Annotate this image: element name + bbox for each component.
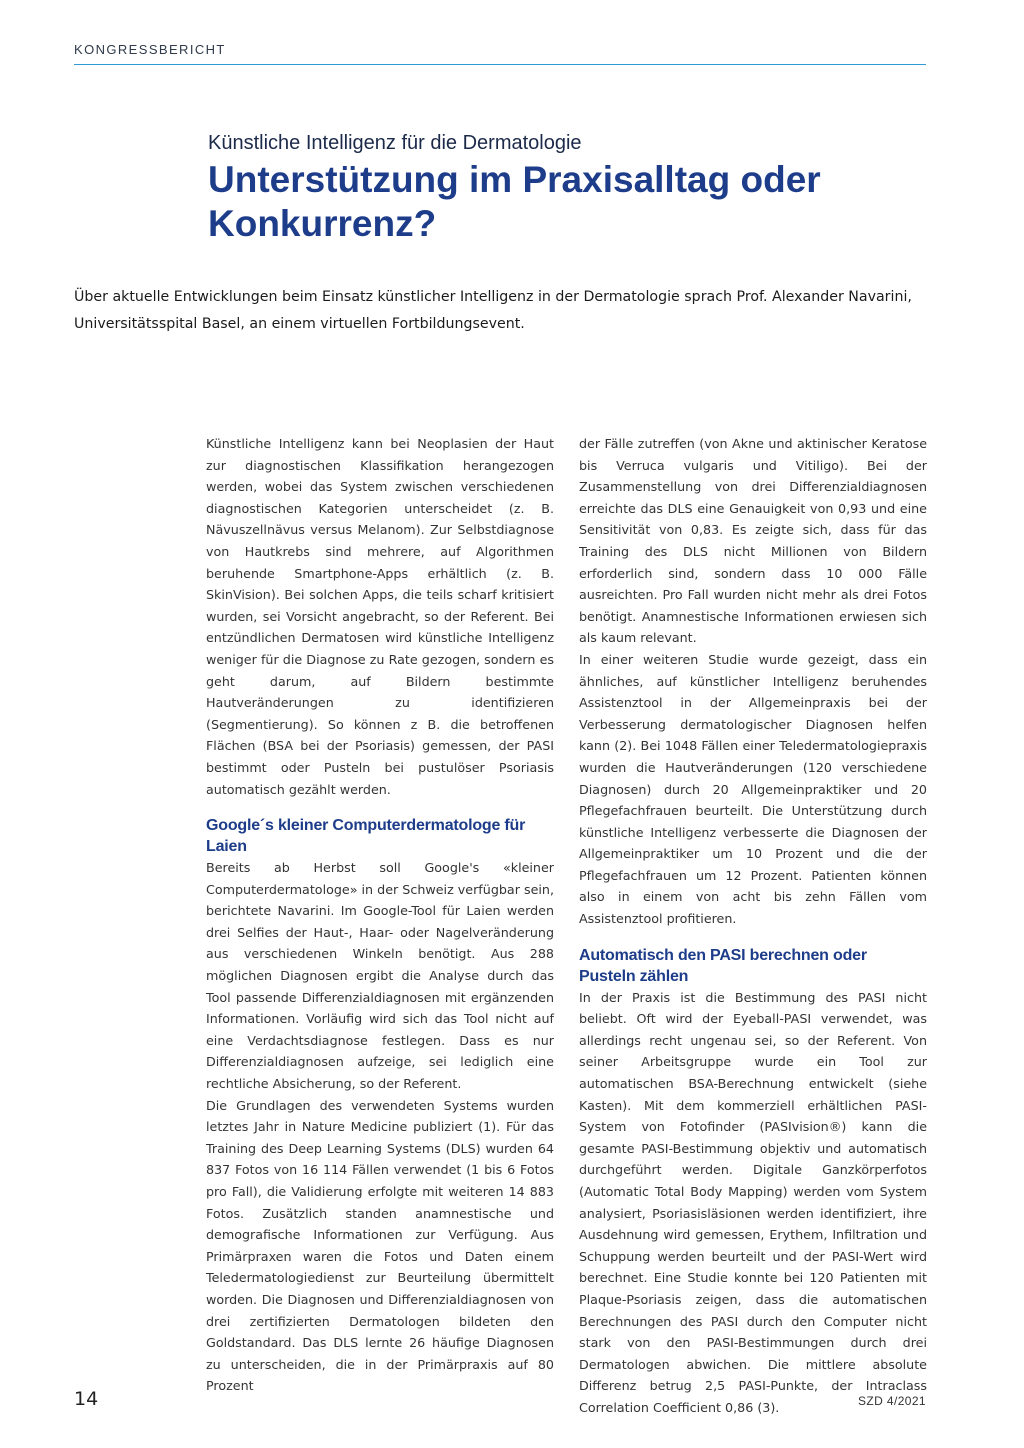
body-paragraph: Bereits ab Herbst soll Google's «kleiner Computerdermatologe» in der Schweiz verfügbar sein, berichtete Navarini. Im Google-Tool für Laien werden drei Selfies der Haut-, Haar- oder Nagelveränderung aus verschiedenen Winkeln benötigt. Aus 288 möglichen Diagnosen ergibt die Analyse durch das Tool passende Differenzialdiagnosen mit ergänzenden Informationen. Vorläufig wird sich das Tool nicht auf eine Verdachtsdiagnose festlegen. Dass es nur Differenzialdiagnosen aufzeige, sei lediglich eine rechtliche Absicherung, so der Referent. xyxy=(206,860,554,1092)
body-paragraph: Die Grundlagen des verwendeten Systems wurden letztes Jahr in Nature Medicine publiziert (1). Für das Training des Deep Learning Systems (DLS) wurden 64 837 Fotos von 16 114 Fällen verwendet (1 bis 6 Fotos pro Fall), die Validierung erfolgte mit weiteren 14 883 Fotos. Zusätzlich standen anamnestische und demografische Informationen zur Verfügung. Aus Primärpraxen waren die Fotos und Daten einem Teledermatologiedienst zur Beurteilung übermittelt worden. Die Diagnosen und Differenzialdiagnosen von drei zertifizierten Dermatologen bildeten den Goldstandard. Das DLS lernte 26 häufige Diagnosen zu unterscheiden, die in der Primärpraxis auf 80 Prozent xyxy=(206,1097,554,1394)
subheading: Automatisch den PASI berechnen oder Pusteln zählen xyxy=(579,946,867,985)
left-column xyxy=(206,433,554,1397)
article-title: Unterstützung im Praxisalltag oder Konkurrenz? xyxy=(208,159,821,244)
article-kicker: Künstliche Intelligenz für die Dermatologie xyxy=(208,132,582,154)
page-header xyxy=(74,40,926,65)
body-paragraph: In einer weiteren Studie wurde gezeigt, dass ein ähnliches, auf künstlicher Intelligenz beruhendes Assistenztool in der Allgemeinpraxis bei der Verbesserung dermatologischer Diagnosen helfen kann (2). Bei 1048 Fällen einer Teledermatologiepraxis wurden die Hautveränderungen (120 verschiedene Diagnosen) durch 20 Allgemeinpraktiker und 20 Pflegefachfrauen beurteilt. Die Unterstützung durch künstliche Intelligenz verbesserte die Diagnosen der Allgemeinpraktiker um 10 Prozent und die der Pflegefachfrauen um 12 Prozent. Patienten können also in einem von acht bis zehn Fällen vom Assistenztool profitieren. xyxy=(579,651,927,927)
issue-label: SZD 4/2021 xyxy=(857,1394,926,1408)
body-paragraph: Künstliche Intelligenz kann bei Neoplasien der Haut zur diagnostischen Klassifikation herangezogen werden, wobei das System zwischen verschiedenen diagnostischen Kategorien unterscheidet (z. B. Nävuszellnävus versus Melanom). Zur Selbstdiagnose von Hautkrebs sind mehrere, auf Algorithmen beruhende Smartphone-Apps erhältlich (z. B. SkinVision). Bei solchen Apps, die teils scharf kritisiert wurden, sei Vorsicht angebracht, so der Referent. Bei entzündlichen Dermatosen wird künstliche Intelligenz weniger für die Diagnose zu Rate gezogen, sondern es geht darum, auf Bildern bestimmte Hautveränderungen zu identifizieren (Segmentierung). So können z B. die betroffenen Flächen (BSA bei der Psoriasis) gemessen, der PASI bestimmt oder Pusteln bei pustulöser Psoriasis automatisch gezählt werden. xyxy=(206,436,554,797)
body-paragraph: In der Praxis ist die Bestimmung des PASI nicht beliebt. Oft wird der Eyeball-PASI verwendet, was allerdings recht ungenau sei, so der Referent. Von seiner Arbeitsgruppe wurde ein Tool zur automatischen BSA-Berechnung entwickelt (siehe Kasten). Mit dem kommerziell erhältlichen PASI-System von Fotofinder (PASIvision®) kann die gesamte PASI-Bestimmung objektiv und automatisch durchgeführt werden. Digitale Ganzkörperfotos (Automatic Total Body Mapping) werden vom System analysiert, Psoriasisläsionen werden identifiziert, ihre Ausdehnung wird gemessen, Erythem, Infiltration und Schuppung werden beurteilt und der PASI-Wert wird berechnet. Eine Studie konnte bei 120 Patienten mit Plaque-Psoriasis zeigen, dass die automatischen Berechnungen des PASI durch den Computer nicht stark von den PASI-Bestimmungen durch drei Dermatologen abwichen. Die mittlere absolute Differenz betrug 2,5 PASI-Punkte, der Intraclass Correlation Coefficient 0,86 (3). xyxy=(579,989,927,1415)
right-column xyxy=(579,433,927,1419)
article-lead: Über aktuelle Entwicklungen beim Einsatz künstlicher Intelligenz in der Dermatologie sprach Prof. Alexander Navarini, Universitätsspital Basel, an einem virtuellen Fortbildungsevent. xyxy=(74,289,912,332)
body-paragraph: der Fälle zutreffen (von Akne und aktinischer Keratose bis Verruca vulgaris und Vitiligo). Bei der Zusammenstellung von drei Differenzialdiagnosen erreichte das DLS eine Genauigkeit von 0,93 und eine Sensitivität von 0,83. Es zeigte sich, dass für das Training des DLS nicht Millionen von Bildern erforderlich sind, sondern dass 10 000 Fälle ausreichten. Pro Fall wurden nicht mehr als drei Fotos benötigt. Anamnestische Informationen erwiesen sich als kaum relevant. xyxy=(579,436,927,646)
section-label: KONGRESSBERICHT xyxy=(74,42,226,57)
subheading: Google´s kleiner Computerdermatologe für Laien xyxy=(206,817,526,856)
page-number: 14 xyxy=(74,1388,99,1410)
